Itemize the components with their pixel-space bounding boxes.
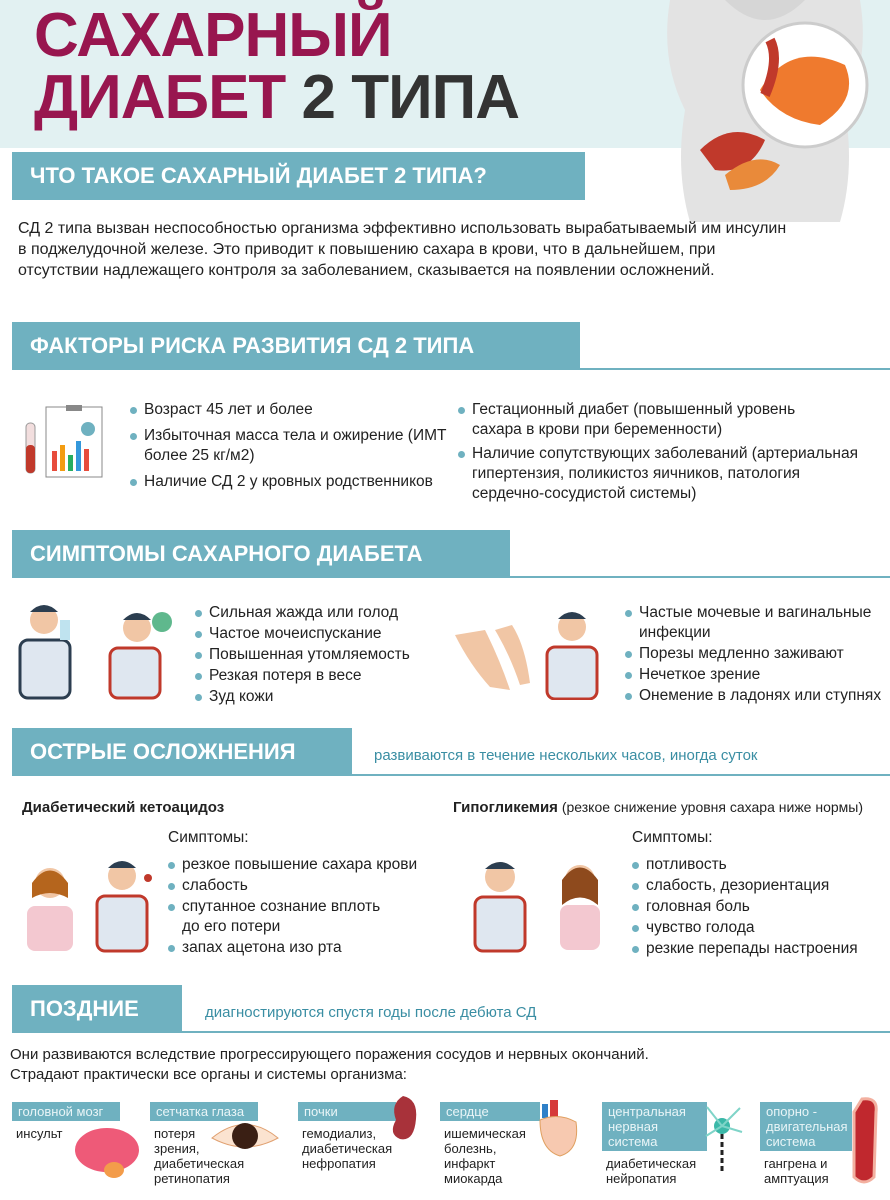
ketoacidosis-people-illustration (12, 858, 162, 953)
list-item: спутанное сознание вплоть до его потери (166, 897, 386, 937)
divider (510, 576, 890, 578)
list-item: Онемение в ладонях или ступнях (623, 686, 890, 706)
ketoacidosis-symptoms-label: Симптомы: (168, 829, 249, 846)
list-item: Возраст 45 лет и более (128, 400, 448, 420)
risk-factors-left-list (128, 400, 448, 492)
torso-pancreas-illustration (630, 0, 890, 225)
late-text-2: Страдают практически все органы и системы организма: (10, 1066, 407, 1083)
eye-icon (210, 1116, 280, 1156)
organ-label: центральная нервная система (602, 1102, 707, 1151)
kidney-icon (388, 1094, 418, 1144)
organ-text: гангрена и амптуация (764, 1156, 829, 1186)
organ-label: сердце (440, 1102, 540, 1121)
list-item: резкое повышение сахара крови (166, 855, 446, 875)
list-item: Резкая потеря в весе (193, 666, 433, 686)
blood-vessel-icon (848, 1097, 880, 1187)
list-item: Частое мочеиспускание (193, 624, 433, 644)
organ-label: почки (298, 1102, 396, 1121)
what-is-paragraph: СД 2 типа вызван неспособностью организма эффективно использовать вырабатываемый им инсулин в поджелудочной железе. Это приводит к повышению сахара в крови, что в дальнейшем, при отсутствии надлежащего контроля за заболеванием, сказывается на появлении осложнений. (18, 220, 787, 279)
symptoms-left-list (193, 603, 433, 707)
organ-heart (440, 1102, 590, 1186)
list-item: Наличие сопутствующих заболеваний (артериальная гипертензия, поликистоз яичников, патология сердечно-сосудистой системы) (456, 444, 876, 504)
list-item: запах ацетона изо рта (166, 938, 446, 958)
hypoglycemia-title: Гипогликемия (453, 799, 558, 816)
symptoms-right-list (623, 603, 890, 706)
list-item: Частые мочевые и вагинальные инфекции (623, 603, 873, 643)
organ-label: сетчатка глаза (150, 1102, 258, 1121)
section-what-is-title: ЧТО ТАКОЕ САХАРНЫЙ ДИАБЕТ 2 ТИПА? (12, 152, 585, 200)
organ-label: опорно - двигательная система (760, 1102, 852, 1151)
organ-text: гемодиализ, диабетическая нефропатия (302, 1126, 393, 1171)
organ-text: потеря зрения, диабетическая ретинопатия (154, 1126, 245, 1186)
risk-factors-right-list (456, 400, 876, 504)
list-item: слабость (166, 876, 446, 896)
hypoglycemia-symptoms-label: Симптомы: (632, 829, 713, 846)
hypoglycemia-note: (резкое снижение уровня сахара ниже нормы) (561, 799, 864, 815)
title-type: 2 ТИПА (301, 63, 520, 132)
list-item: слабость, дезориентация (630, 876, 890, 896)
organ-label: головной мозг (12, 1102, 120, 1121)
thirsty-people-illustration (12, 600, 177, 700)
list-item: Наличие СД 2 у кровных родственников (128, 472, 448, 492)
list-item: Избыточная масса тела и ожирение (ИМТ более 25 кг/м2) (128, 426, 448, 466)
hypoglycemia-people-illustration (460, 855, 610, 953)
feet-hands-person-illustration (450, 605, 610, 700)
list-item: потливость (630, 855, 890, 875)
organ-cns (602, 1102, 752, 1186)
list-item: Зуд кожи (193, 687, 433, 707)
list-item: Сильная жажда или голод (193, 603, 433, 623)
divider (352, 774, 890, 776)
divider (182, 1031, 890, 1033)
heart-icon (536, 1100, 581, 1158)
ketoacidosis-list (166, 855, 446, 958)
organ-text: диабетическая нейропатия (606, 1156, 697, 1186)
late-subtitle: диагностируются спустя годы после дебюта СД (205, 1004, 537, 1021)
list-item: резкие перепады настроения (630, 939, 890, 959)
section-late-complications-title: ПОЗДНИЕ (12, 985, 182, 1033)
list-item: Гестационный диабет (повышенный уровень сахара в крови при беременности) (456, 400, 816, 440)
organ-text: инсульт (16, 1126, 63, 1141)
section-symptoms-title: СИМПТОМЫ САХАРНОГО ДИАБЕТА (12, 530, 510, 578)
organ-text: ишемическая болезнь, инфаркт миокарда (444, 1126, 526, 1186)
late-text-1: Они развиваются вследствие прогрессирующего поражения сосудов и нервных окончаний. (10, 1046, 649, 1063)
list-item: головная боль (630, 897, 890, 917)
neuron-icon (702, 1102, 747, 1182)
title-word-diabetes: ДИАБЕТ (34, 63, 286, 132)
section-risk-factors-title: ФАКТОРЫ РИСКА РАЗВИТИЯ СД 2 ТИПА (12, 322, 580, 370)
hypoglycemia-list (630, 855, 890, 959)
organ-musculoskeletal (760, 1102, 890, 1186)
list-item: чувство голода (630, 918, 890, 938)
ketoacidosis-title: Диабетический кетоацидоз (22, 799, 225, 816)
hypoglycemia-heading (453, 799, 863, 816)
brain-icon (72, 1126, 142, 1182)
section-acute-complications-title: ОСТРЫЕ ОСЛОЖНЕНИЯ (12, 728, 352, 776)
list-item: Повышенная утомляемость (193, 645, 433, 665)
title-line1: САХАРНЫЙ (34, 1, 392, 70)
organ-retina (150, 1102, 290, 1186)
title-line2 (34, 63, 520, 132)
list-item: Порезы медленно заживают (623, 644, 890, 664)
acute-subtitle: развиваются в течение нескольких часов, иногда суток (374, 747, 758, 764)
organ-kidneys (298, 1102, 438, 1171)
clipboard-chart-icon (20, 405, 105, 480)
organ-brain (12, 1102, 147, 1141)
list-item: Нечеткое зрение (623, 665, 890, 685)
divider (580, 368, 890, 370)
